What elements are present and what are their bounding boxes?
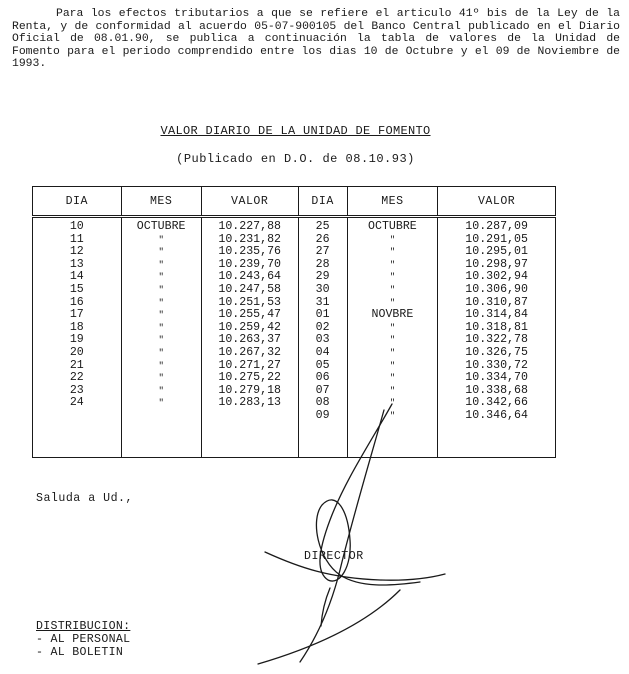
- table-cell: 27: [315, 245, 330, 259]
- table-cell: OCTUBRE: [368, 220, 417, 233]
- table-cell: ": [158, 297, 164, 308]
- table-cell: 10.314,84: [465, 308, 528, 322]
- table-cell: 10.318,81: [465, 320, 528, 334]
- header-mes-left: MES: [121, 187, 201, 217]
- table-cell: 03: [315, 333, 330, 347]
- table-cell: 10.243,64: [218, 270, 282, 284]
- table-cell: 10.259,42: [218, 320, 282, 334]
- table-cell: ": [158, 373, 164, 384]
- column-mes-right: [347, 217, 438, 458]
- intro-paragraph: Para los efectos tributarios a que se refiere el articulo 41º bis de la Ley de la Renta, y de conformidad al acuerdo 05-07-900105 del Banco Central publicado en el Diario Oficial de 08.01.90, se publica a continuación la tabla de valores de la Unidad de Fomento para el periodo comprendido entre los dias 10 de Octubre y el 09 de Noviembre de 1993.: [12, 8, 620, 71]
- table-cell: 10.271,27: [218, 358, 282, 372]
- table-cell: ": [158, 385, 164, 396]
- header-mes-right: MES: [347, 187, 438, 217]
- table-cell: ": [158, 398, 164, 409]
- header-dia-right: DIA: [298, 187, 347, 217]
- table-cell: 10.275,22: [218, 371, 282, 385]
- table-cell: 04: [315, 345, 330, 359]
- table-cell: 25: [315, 220, 330, 233]
- table-cell: ": [389, 247, 396, 258]
- table-cell: 02: [315, 320, 330, 334]
- table-cell: ": [158, 347, 164, 358]
- table-cell: 06: [315, 371, 330, 385]
- table-cell: 10.247,58: [218, 282, 282, 296]
- table-cell: ": [158, 310, 164, 321]
- table-cell: ": [158, 360, 164, 371]
- table-cell: 26: [315, 232, 330, 246]
- column-dia-right: [298, 217, 347, 458]
- table-cell: 12: [69, 245, 84, 259]
- table-cell: ": [389, 272, 396, 283]
- table-cell: ": [389, 297, 396, 308]
- table-cell: 16: [69, 295, 84, 309]
- table-cell: 05: [315, 358, 330, 372]
- table-body-row: [33, 217, 556, 458]
- table-cell: 18: [69, 320, 84, 334]
- table-cell: ": [389, 335, 396, 346]
- table-cell: 17: [69, 308, 84, 322]
- table-cell: 10.287,09: [465, 220, 528, 233]
- table-cell: 10.255,47: [218, 308, 282, 322]
- table-cell: ": [389, 322, 396, 333]
- table-cell: ": [389, 410, 396, 421]
- table-cell: 10.334,70: [465, 371, 528, 385]
- table-cell: 15: [69, 282, 84, 296]
- table-cell: NOVBRE: [371, 308, 414, 322]
- table-cell: 10.231,82: [218, 232, 282, 246]
- table-cell: 11: [69, 232, 84, 246]
- column-dia-left: [33, 217, 122, 458]
- table-cell: 10.338,68: [465, 383, 528, 397]
- distribution-item: - AL PERSONAL: [36, 633, 131, 646]
- table-cell: 10.295,01: [465, 245, 528, 259]
- table-cell: 10.302,94: [465, 270, 528, 284]
- table-cell: 13: [69, 257, 84, 271]
- column-valor-right: [438, 217, 556, 458]
- table-cell: 10: [69, 220, 84, 233]
- table-cell: 10.251,53: [218, 295, 282, 309]
- distribution-title: DISTRIBUCION:: [36, 620, 131, 633]
- header-valor-right: VALOR: [438, 187, 556, 217]
- table-cell: 10.342,66: [465, 396, 528, 410]
- table-cell: ": [389, 385, 396, 396]
- table-cell: 31: [315, 295, 330, 309]
- table-cell: 20: [69, 345, 84, 359]
- table-cell: 08: [315, 396, 330, 410]
- table-cell: 10.326,75: [465, 345, 528, 359]
- table-cell: 07: [315, 383, 330, 397]
- table-cell: 09: [315, 408, 330, 422]
- table-cell: ": [158, 234, 164, 245]
- column-valor-left: [201, 217, 298, 458]
- table-cell: ": [389, 398, 396, 409]
- table-subtitle: (Publicado en D.O. de 08.10.93): [176, 152, 415, 166]
- table-cell: ": [158, 259, 164, 270]
- table-cell: 10.330,72: [465, 358, 528, 372]
- table-cell: ": [158, 247, 164, 258]
- table-cell: 10.298,97: [465, 257, 528, 271]
- table-cell: 10.267,32: [218, 345, 282, 359]
- table-cell: ": [389, 284, 396, 295]
- table-cell: 23: [69, 383, 84, 397]
- table-cell: ": [158, 272, 164, 283]
- table-cell: ": [389, 373, 396, 384]
- table-cell: ": [389, 347, 396, 358]
- table-cell: 24: [69, 396, 84, 410]
- table-cell: 14: [69, 270, 84, 284]
- table-cell: 10.279,18: [218, 383, 282, 397]
- table-cell: 10.235,76: [218, 245, 282, 259]
- table-cell: ": [158, 284, 164, 295]
- header-dia-left: DIA: [33, 187, 122, 217]
- header-valor-left: VALOR: [201, 187, 298, 217]
- uf-values-table: [32, 186, 556, 458]
- table-title: VALOR DIARIO DE LA UNIDAD DE FOMENTO: [160, 124, 431, 138]
- table-cell: 21: [69, 358, 84, 372]
- table-cell: 10.283,13: [218, 396, 282, 410]
- table-cell: 10.227,88: [218, 220, 282, 233]
- closing-greeting: Saluda a Ud.,: [36, 492, 133, 505]
- table-cell: 29: [315, 270, 330, 284]
- table-cell: ": [158, 322, 164, 333]
- table-cell: ": [389, 259, 396, 270]
- table-cell: 30: [315, 282, 330, 296]
- table-cell: 01: [315, 308, 330, 322]
- table-cell: OCTUBRE: [136, 220, 186, 233]
- column-mes-left: [121, 217, 201, 458]
- signer-title: DIRECTOR: [304, 550, 364, 563]
- table-cell: 10.346,64: [465, 408, 528, 422]
- table-header-row: [33, 187, 556, 217]
- distribution-item: - AL BOLETIN: [36, 646, 124, 659]
- table-cell: 28: [315, 257, 330, 271]
- table-cell: 22: [69, 371, 84, 385]
- table-cell: 10.263,37: [218, 333, 282, 347]
- table-cell: 10.306,90: [465, 282, 528, 296]
- table-cell: ": [389, 360, 396, 371]
- table-cell: 10.291,05: [465, 232, 528, 246]
- table-cell: 19: [69, 333, 84, 347]
- table-cell: ": [389, 234, 396, 245]
- table-cell: ": [158, 335, 164, 346]
- table-cell: 10.322,78: [465, 333, 528, 347]
- table-cell: 10.239,70: [218, 257, 282, 271]
- table-cell: 10.310,87: [465, 295, 528, 309]
